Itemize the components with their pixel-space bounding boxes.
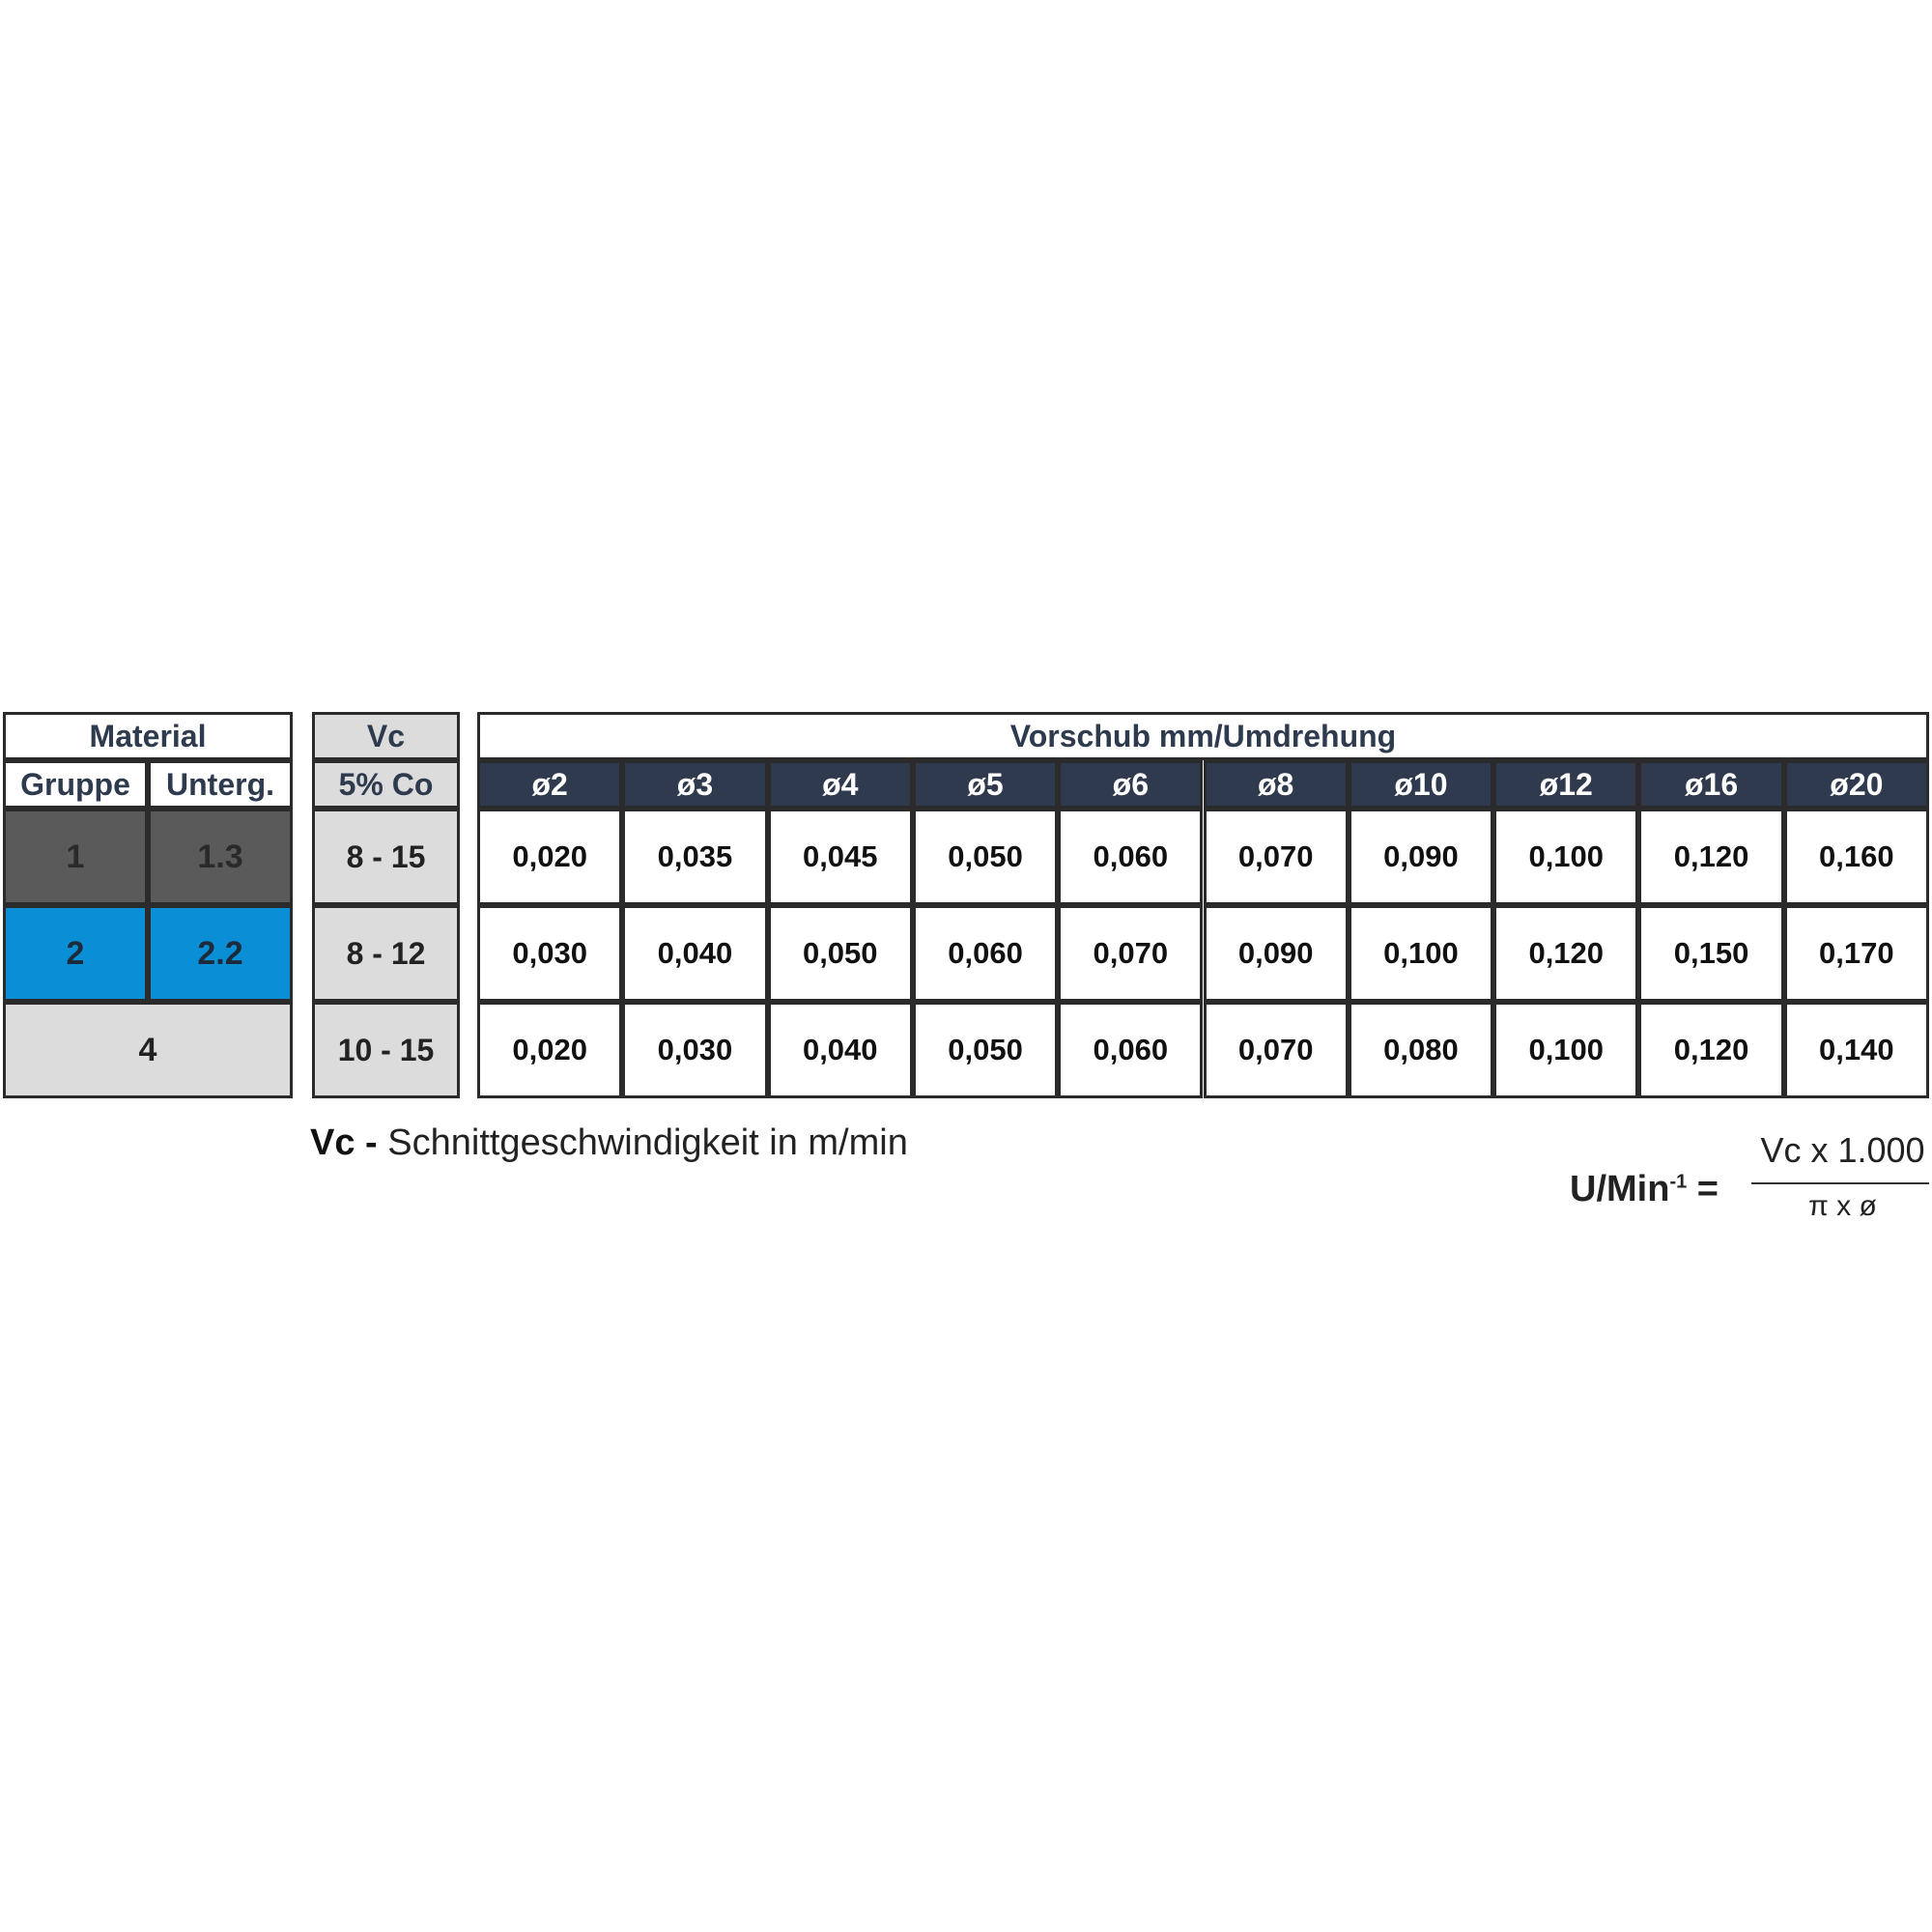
material-unterg-cell: 2.2 (148, 905, 293, 1002)
vc-value-cell: 8 - 12 (312, 905, 460, 1002)
diameter-header: ø3 (622, 760, 767, 809)
diameter-header: ø5 (913, 760, 1058, 809)
material-combined-cell: 4 (3, 1002, 293, 1098)
feed-value-cell: 0,045 (768, 809, 913, 905)
feed-value-cell: 0,060 (913, 905, 1058, 1002)
feed-value-cell: 0,070 (1058, 905, 1203, 1002)
unterg-header: Unterg. (148, 760, 293, 809)
feed-value-cell: 0,030 (477, 905, 622, 1002)
feed-value-cell: 0,170 (1784, 905, 1929, 1002)
feed-value-cell: 0,080 (1349, 1002, 1493, 1098)
formula-denominator: π x ø (1808, 1190, 1877, 1222)
material-unterg-cell: 1.3 (148, 809, 293, 905)
feed-value-cell: 0,060 (1058, 809, 1203, 905)
legend-text: Schnittgeschwindigkeit in m/min (387, 1122, 908, 1163)
feed-value-cell: 0,070 (1204, 1002, 1349, 1098)
material-gruppe-cell: 1 (3, 809, 148, 905)
diameter-header: ø6 (1058, 760, 1203, 809)
formula-fraction-bar (1751, 1182, 1929, 1184)
feed-value-cell: 0,160 (1784, 809, 1929, 905)
feed-header: Vorschub mm/Umdrehung (477, 712, 1929, 760)
feed-value-cell: 0,020 (477, 809, 622, 905)
vc-value-cell: 8 - 15 (312, 809, 460, 905)
feed-value-cell: 0,140 (1784, 1002, 1929, 1098)
feed-value-cell: 0,040 (768, 1002, 913, 1098)
formula-exponent: -1 (1669, 1171, 1688, 1193)
legend-term: Vc - (310, 1122, 378, 1163)
feed-value-cell: 0,100 (1493, 809, 1638, 905)
feed-value-cell: 0,030 (622, 1002, 767, 1098)
feed-value-cell: 0,150 (1638, 905, 1783, 1002)
vc-header: Vc (312, 712, 460, 760)
feed-value-cell: 0,050 (768, 905, 913, 1002)
formula-lhs (1570, 1169, 1719, 1210)
feed-value-cell: 0,100 (1493, 1002, 1638, 1098)
feed-value-cell: 0,040 (622, 905, 767, 1002)
gruppe-header: Gruppe (3, 760, 148, 809)
rpm-formula (1570, 1130, 1929, 1227)
feed-value-cell: 0,090 (1349, 809, 1493, 905)
feed-value-cell: 0,090 (1204, 905, 1349, 1002)
vc-value-cell: 10 - 15 (312, 1002, 460, 1098)
diameter-header: ø20 (1784, 760, 1929, 809)
feed-value-cell: 0,035 (622, 809, 767, 905)
diameter-header: ø16 (1638, 760, 1783, 809)
material-gruppe-cell: 2 (3, 905, 148, 1002)
diameter-header: ø2 (477, 760, 622, 809)
formula-equals: = (1696, 1169, 1719, 1209)
diameter-header: ø12 (1493, 760, 1638, 809)
material-header: Material (3, 712, 293, 760)
feed-value-cell: 0,120 (1493, 905, 1638, 1002)
vc-subheader: 5% Co (312, 760, 460, 809)
diameter-header: ø4 (768, 760, 913, 809)
feed-value-cell: 0,100 (1349, 905, 1493, 1002)
feed-value-cell: 0,020 (477, 1002, 622, 1098)
feed-value-cell: 0,050 (913, 809, 1058, 905)
feed-value-cell: 0,060 (1058, 1002, 1203, 1098)
diameter-header: ø8 (1204, 760, 1349, 809)
formula-lhs-text: U/Min (1570, 1169, 1670, 1209)
feed-value-cell: 0,120 (1638, 1002, 1783, 1098)
feed-value-cell: 0,120 (1638, 809, 1783, 905)
formula-numerator: Vc x 1.000 (1760, 1130, 1925, 1170)
feed-value-cell: 0,070 (1204, 809, 1349, 905)
diameter-header: ø10 (1349, 760, 1493, 809)
vc-legend (310, 1122, 908, 1164)
feed-value-cell: 0,050 (913, 1002, 1058, 1098)
